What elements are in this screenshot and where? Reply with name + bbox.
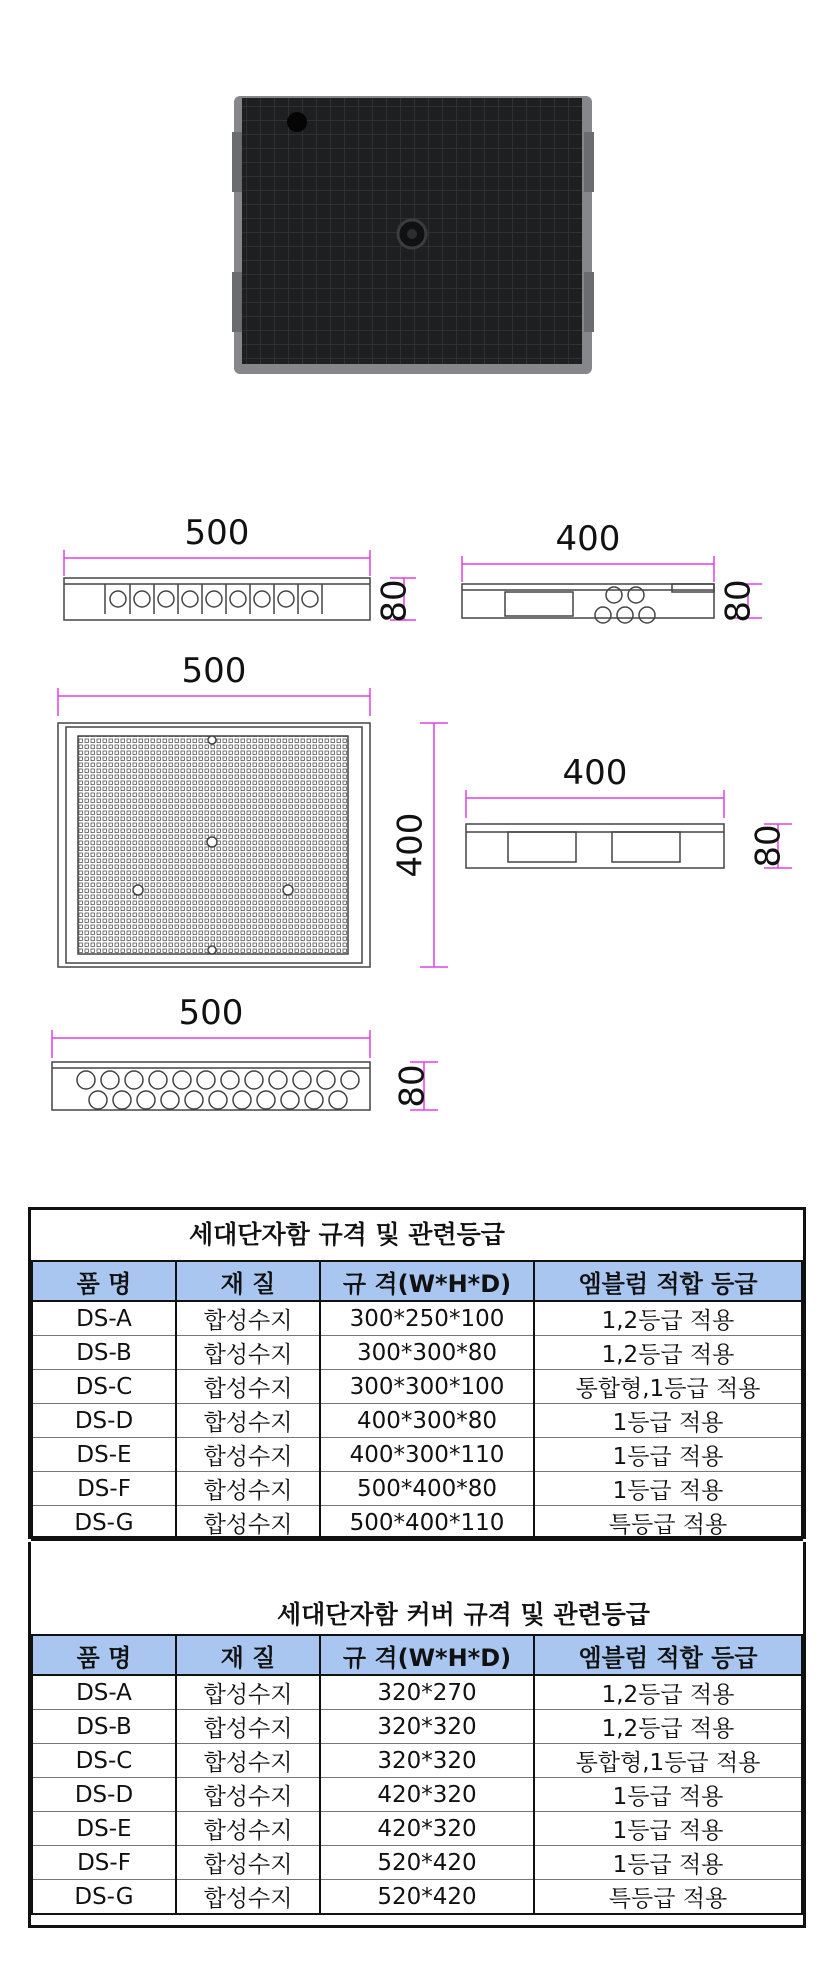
- table-row: [32, 1336, 802, 1370]
- table-row: [32, 1880, 802, 1915]
- cell-grade: 1등급 적용: [534, 1846, 802, 1880]
- table-row: [32, 1506, 802, 1541]
- technical-drawings: [0, 480, 835, 1160]
- cell-size: 500*400*80: [320, 1472, 534, 1506]
- cover-table: [31, 1634, 803, 1915]
- header-product: 품 명: [32, 1635, 176, 1675]
- table-row: [32, 1675, 802, 1710]
- cell-material: 합성수지: [176, 1506, 320, 1541]
- cell-product: DS-C: [32, 1370, 176, 1404]
- table-row: [32, 1472, 802, 1506]
- dim-view1-width: 500: [184, 513, 250, 553]
- cell-grade: 1등급 적용: [534, 1778, 802, 1812]
- table-row: [32, 1370, 802, 1404]
- cell-grade: 통합형,1등급 적용: [534, 1744, 802, 1778]
- dim-view5-width: 500: [178, 993, 244, 1033]
- dim-view5-height: 80: [392, 1064, 433, 1108]
- table-row: [32, 1301, 802, 1336]
- dim-view2-width: 400: [555, 519, 621, 559]
- table-row: [32, 1710, 802, 1744]
- cell-material: 합성수지: [176, 1846, 320, 1880]
- cell-material: 합성수지: [176, 1370, 320, 1404]
- cell-size: 420*320: [320, 1778, 534, 1812]
- spec-table-title: 세대단자함 규격 및 관련등급: [189, 1220, 505, 1249]
- dim-view4-width: 400: [562, 753, 628, 793]
- cell-grade: 특등급 적용: [534, 1880, 802, 1915]
- cell-grade: 특등급 적용: [534, 1506, 802, 1541]
- header-grade: 엠블럼 적합 등급: [534, 1635, 802, 1675]
- spec-table: [31, 1260, 803, 1541]
- cell-size: 300*250*100: [320, 1301, 534, 1336]
- cell-material: 합성수지: [176, 1710, 320, 1744]
- cell-size: 320*320: [320, 1744, 534, 1778]
- cell-size: 320*270: [320, 1675, 534, 1710]
- cell-material: 합성수지: [176, 1336, 320, 1370]
- header-grade: 엠블럼 적합 등급: [534, 1261, 802, 1301]
- cell-product: DS-D: [32, 1404, 176, 1438]
- dim-plan-height: 400: [390, 812, 431, 878]
- cell-material: 합성수지: [176, 1880, 320, 1915]
- header-size: 규 격(W*H*D): [320, 1261, 534, 1301]
- table-row: [32, 1846, 802, 1880]
- table-row: [32, 1404, 802, 1438]
- view5-holes: [77, 1071, 359, 1109]
- dim-plan-width: 500: [181, 651, 247, 691]
- table-row: [32, 1812, 802, 1846]
- cover-table-box: [28, 1542, 806, 1928]
- cell-size: 420*320: [320, 1812, 534, 1846]
- spec-table-header-row: [32, 1261, 802, 1301]
- cell-grade: 1,2등급 적용: [534, 1710, 802, 1744]
- dim-view2-height: 80: [718, 579, 759, 623]
- cover-table-title: 세대단자함 커버 규격 및 관련등급: [277, 1600, 650, 1629]
- cell-size: 320*320: [320, 1710, 534, 1744]
- cell-grade: 1,2등급 적용: [534, 1675, 802, 1710]
- product-photo: [232, 92, 594, 376]
- cell-size: 300*300*80: [320, 1336, 534, 1370]
- cell-product: DS-D: [32, 1778, 176, 1812]
- cell-material: 합성수지: [176, 1812, 320, 1846]
- cell-size: 400*300*80: [320, 1404, 534, 1438]
- cell-product: DS-B: [32, 1336, 176, 1370]
- cell-product: DS-A: [32, 1675, 176, 1710]
- header-material: 재 질: [176, 1635, 320, 1675]
- cell-material: 합성수지: [176, 1438, 320, 1472]
- cell-product: DS-B: [32, 1710, 176, 1744]
- cell-product: DS-E: [32, 1812, 176, 1846]
- cell-material: 합성수지: [176, 1778, 320, 1812]
- cell-product: DS-G: [32, 1880, 176, 1915]
- cell-grade: 1등급 적용: [534, 1472, 802, 1506]
- cell-material: 합성수지: [176, 1675, 320, 1710]
- cell-grade: 1등급 적용: [534, 1438, 802, 1472]
- cell-product: DS-F: [32, 1472, 176, 1506]
- cell-product: DS-E: [32, 1438, 176, 1472]
- spec-table-box: [28, 1207, 806, 1539]
- cell-size: 520*420: [320, 1846, 534, 1880]
- cell-material: 합성수지: [176, 1472, 320, 1506]
- cover-table-header-row: [32, 1635, 802, 1675]
- cell-material: 합성수지: [176, 1301, 320, 1336]
- cell-material: 합성수지: [176, 1744, 320, 1778]
- cell-product: DS-C: [32, 1744, 176, 1778]
- cell-size: 500*400*110: [320, 1506, 534, 1541]
- cell-product: DS-G: [32, 1506, 176, 1541]
- cell-size: 400*300*110: [320, 1438, 534, 1472]
- table-row: [32, 1778, 802, 1812]
- cell-grade: 1,2등급 적용: [534, 1336, 802, 1370]
- header-size: 규 격(W*H*D): [320, 1635, 534, 1675]
- dim-view1-height: 80: [374, 579, 415, 623]
- cell-grade: 1등급 적용: [534, 1404, 802, 1438]
- cell-grade: 1,2등급 적용: [534, 1301, 802, 1336]
- dim-view4-height: 80: [748, 824, 789, 868]
- cell-size: 520*420: [320, 1880, 534, 1915]
- table-row: [32, 1438, 802, 1472]
- table-row: [32, 1744, 802, 1778]
- header-material: 재 질: [176, 1261, 320, 1301]
- cell-size: 300*300*100: [320, 1370, 534, 1404]
- cell-product: DS-F: [32, 1846, 176, 1880]
- header-product: 품 명: [32, 1261, 176, 1301]
- cell-material: 합성수지: [176, 1404, 320, 1438]
- cell-grade: 통합형,1등급 적용: [534, 1370, 802, 1404]
- cell-product: DS-A: [32, 1301, 176, 1336]
- cell-grade: 1등급 적용: [534, 1812, 802, 1846]
- view1-holes: [110, 591, 318, 607]
